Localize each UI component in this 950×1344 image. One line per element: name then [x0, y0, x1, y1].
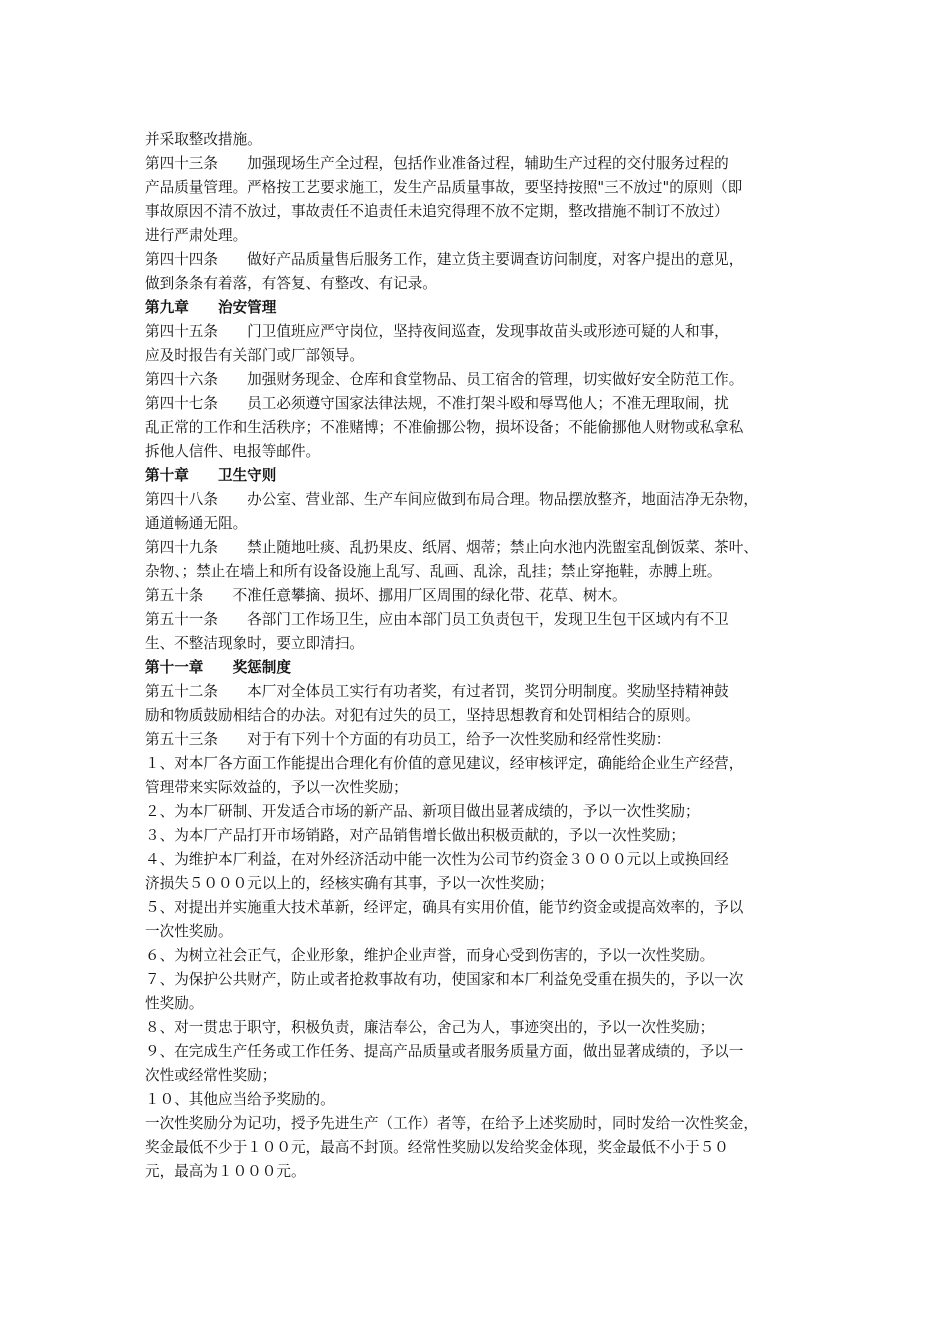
text-line: 第四十四条 做好产品质量售后服务工作，建立货主要调查访问制度，对客户提出的意见， — [145, 251, 744, 268]
text-line: 奖金最低不少于１００元，最高不封顶。经常性奖励以发给奖金体现，奖金最低不小于５０ — [145, 1139, 729, 1156]
text-line: 第五十条 不准任意攀摘、损坏、挪用厂区周围的绿化带、花草、树木。 — [145, 587, 627, 604]
text-line: １、对本厂各方面工作能提出合理化有价值的意见建议，经审核评定，确能给企业生产经营， — [145, 755, 744, 772]
text-line: 第四十七条 员工必须遵守国家法律法规，不准打架斗殴和辱骂他人；不准无理取闹，扰 — [145, 395, 729, 412]
text-line: ６、为树立社会正气，企业形象，维护企业声誉，而身心受到伤害的，予以一次性奖励。 — [145, 947, 715, 964]
text-line: ３、为本厂产品打开市场销路，对产品销售增长做出积极贡献的，予以一次性奖励； — [145, 827, 685, 844]
text-line: 管理带来实际效益的，予以一次性奖励； — [145, 779, 408, 796]
text-line: ２、为本厂研制、开发适合市场的新产品、新项目做出显著成绩的，予以一次性奖励； — [145, 803, 700, 820]
text-line: 生、不整洁现象时，要立即清扫。 — [145, 635, 364, 652]
text-line: 应及时报告有关部门或厂部领导。 — [145, 347, 364, 364]
text-line: 济损失５０００元以上的，经核实确有其事，予以一次性奖励； — [145, 875, 554, 892]
text-line: ８、对一贯忠于职守，积极负责，廉洁奉公，舍己为人，事迹突出的，予以一次性奖励； — [145, 1019, 715, 1036]
chapter-heading: 第十章 卫生守则 — [145, 467, 277, 484]
text-line: 元，最高为１０００元。 — [145, 1163, 306, 1180]
document-body — [145, 128, 817, 1184]
text-line: 做到条条有着落，有答复、有整改、有记录。 — [145, 275, 437, 292]
text-line: 第五十一条 各部门工作场卫生，应由本部门员工负责包干，发现卫生包干区域内有不卫 — [145, 611, 729, 628]
text-line: 第五十三条 对于有下列十个方面的有功员工，给予一次性奖励和经常性奖励： — [145, 731, 671, 748]
text-line: 第五十二条 本厂对全体员工实行有功者奖，有过者罚，奖罚分明制度。奖励坚持精神鼓 — [145, 683, 729, 700]
text-line: 第四十五条 门卫值班应严守岗位，坚持夜间巡查，发现事故苗头或形迹可疑的人和事， — [145, 323, 729, 340]
chapter-heading: 第九章 治安管理 — [145, 299, 277, 316]
text-line: ５、对提出并实施重大技术革新，经评定，确具有实用价值，能节约资金或提高效率的，予以 — [145, 899, 744, 916]
text-line: 事故原因不清不放过，事故责任不追责任未追究得理不放不定期，整改措施不制订不放过） — [145, 203, 729, 220]
text-line: １０、其他应当给予奖励的。 — [145, 1091, 335, 1108]
text-line: 产品质量管理。严格按工艺要求施工，发生产品质量事故，要坚持按照"三不放过"的原则（即 — [145, 179, 743, 196]
text-line: 通道畅通无阻。 — [145, 515, 248, 532]
text-line: 励和物质鼓励相结合的办法。对犯有过失的员工，坚持思想教育和处罚相结合的原则。 — [145, 707, 700, 724]
text-line: 第四十三条 加强现场生产全过程，包括作业准备过程，辅助生产过程的交付服务过程的 — [145, 155, 729, 172]
text-line: ７、为保护公共财产，防止或者抢救事故有功，使国家和本厂利益免受重在损失的，予以一次 — [145, 971, 744, 988]
text-line: ４、为维护本厂利益，在对外经济活动中能一次性为公司节约资金３０００元以上或换回经 — [145, 851, 729, 868]
text-line: ９、在完成生产任务或工作任务、提高产品质量或者服务质量方面，做出显著成绩的，予以一 — [145, 1043, 744, 1060]
chapter-heading: 第十一章 奖惩制度 — [145, 659, 291, 676]
text-line: 乱正常的工作和生活秩序；不准赌博；不准偷挪公物，损坏设备；不能偷挪他人财物或私拿私 — [145, 419, 744, 436]
text-line: 进行严肃处理。 — [145, 227, 248, 244]
text-line: 一次性奖励分为记功，授予先进生产（工作）者等，在给予上述奖励时，同时发给一次性奖金， — [145, 1115, 758, 1132]
text-line: 一次性奖励。 — [145, 923, 233, 940]
text-line: 第四十九条 禁止随地吐痰、乱扔果皮、纸屑、烟蒂；禁止向水池内洗盥室乱倒饭菜、茶叶、 — [145, 539, 758, 556]
text-line: 杂物、；禁止在墙上和所有设备设施上乱写、乱画、乱涂，乱挂；禁止穿拖鞋，赤膊上班。 — [145, 563, 722, 580]
text-line: 性奖励。 — [145, 995, 204, 1012]
text-line: 拆他人信件、电报等邮件。 — [145, 443, 321, 460]
text-line: 次性或经常性奖励； — [145, 1067, 277, 1084]
text-line: 第四十八条 办公室、营业部、生产车间应做到布局合理。物品摆放整齐，地面洁净无杂物， — [145, 491, 758, 508]
text-line: 第四十六条 加强财务现金、仓库和食堂物品、员工宿舍的管理，切实做好安全防范工作。 — [145, 371, 744, 388]
text-line: 并采取整改措施。 — [145, 131, 262, 148]
